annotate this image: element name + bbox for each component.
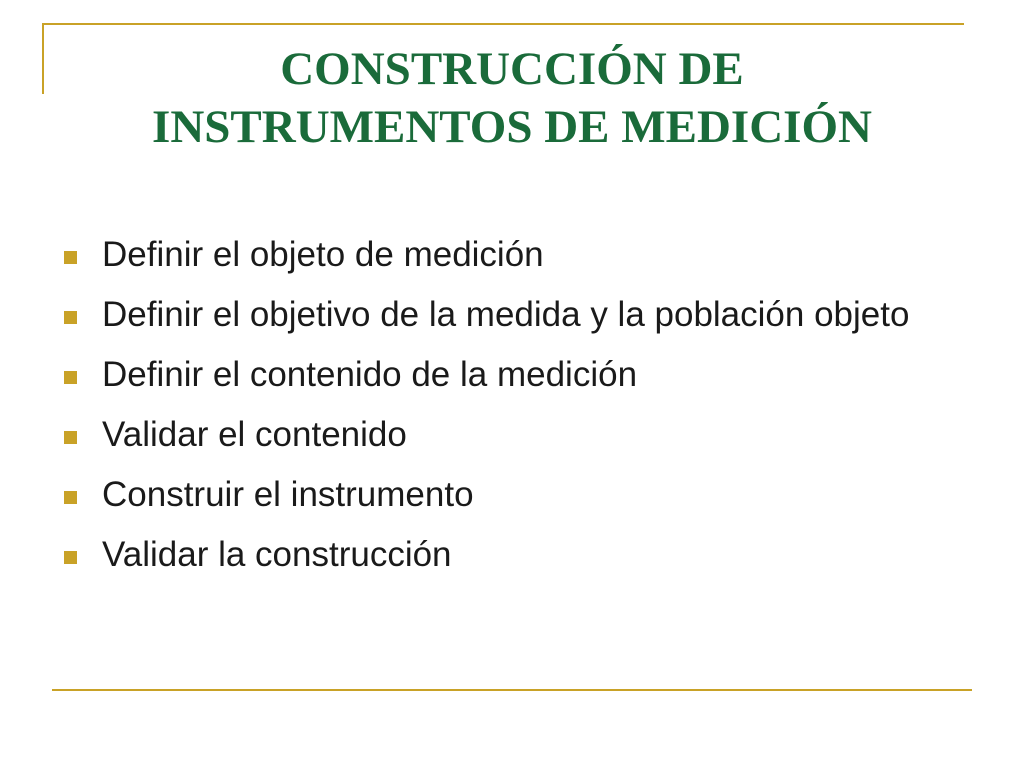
bullet-item-objeto: [64, 230, 964, 280]
frame-top-line: [42, 23, 964, 25]
square-bullet-icon: [64, 251, 77, 264]
bullet-item-construir: [64, 470, 964, 520]
bullet-text: Definir el contenido de la medición: [102, 355, 638, 394]
bullet-text: Definir el objetivo de la medida y la población objeto: [102, 295, 910, 334]
bullet-text: Construir el instrumento: [102, 475, 474, 514]
frame-bottom-line: [52, 689, 972, 691]
frame-left-line: [42, 23, 44, 94]
square-bullet-icon: [64, 491, 77, 504]
bullet-item-contenido: [64, 350, 964, 400]
square-bullet-icon: [64, 371, 77, 384]
bullet-list: [64, 230, 964, 590]
bullet-text: Validar la construcción: [102, 535, 452, 574]
bullet-item-validar-contenido: [64, 410, 964, 460]
bullet-item-objetivo: [64, 290, 964, 340]
square-bullet-icon: [64, 431, 77, 444]
bullet-text: Definir el objeto de medición: [102, 235, 544, 274]
square-bullet-icon: [64, 311, 77, 324]
title-line-2: INSTRUMENTOS DE MEDICIÓN: [152, 101, 872, 153]
square-bullet-icon: [64, 551, 77, 564]
bullet-item-validar-construccion: [64, 530, 964, 580]
bullet-text: Validar el contenido: [102, 415, 407, 454]
slide-title: [60, 40, 964, 156]
title-line-1: CONSTRUCCIÓN DE: [280, 43, 744, 95]
